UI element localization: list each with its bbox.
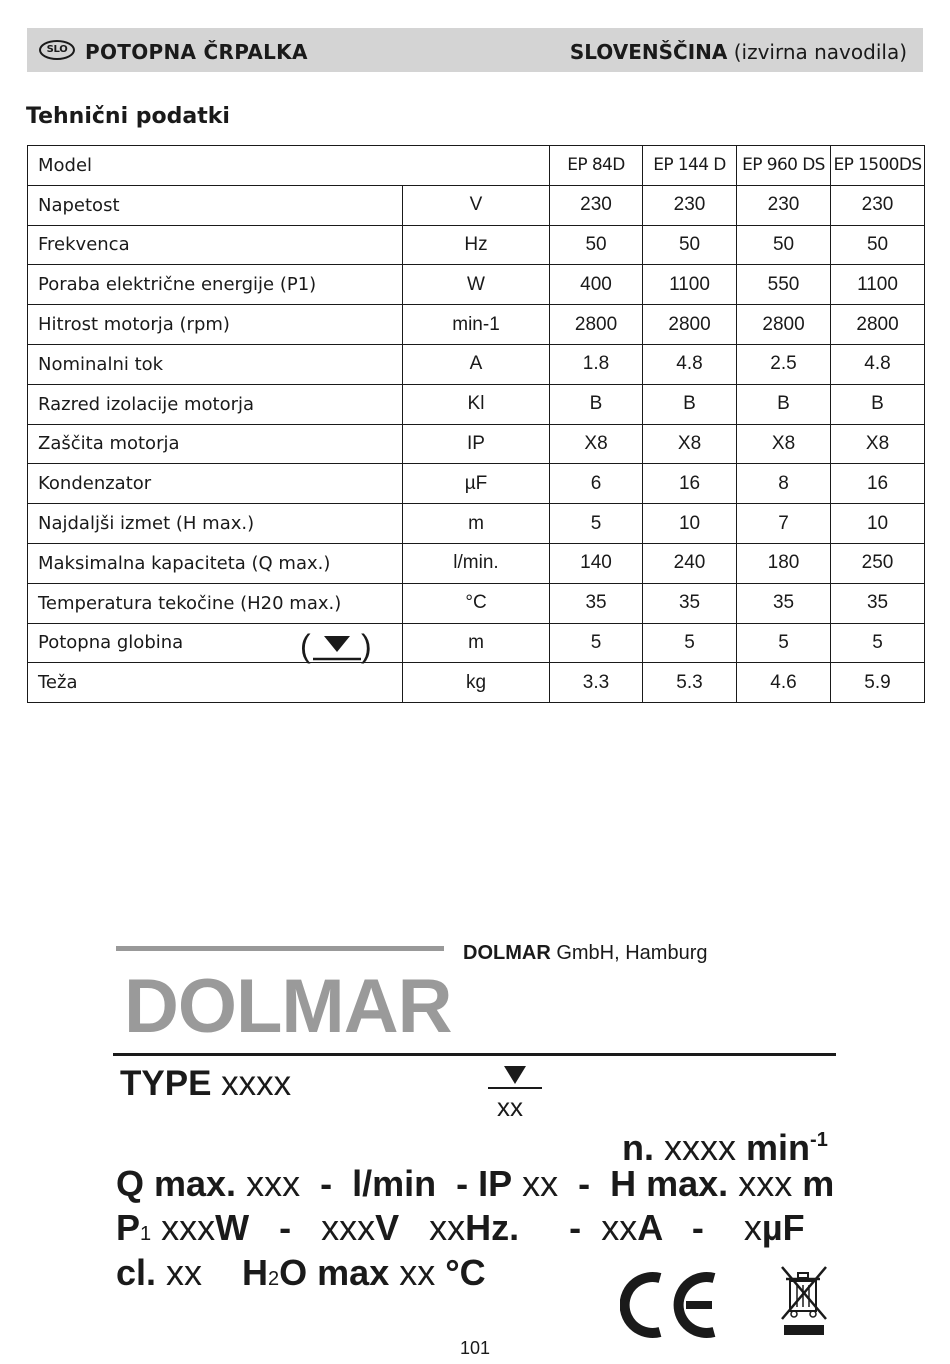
class-temp-line bbox=[116, 1252, 486, 1300]
row-value: 230 bbox=[643, 185, 737, 225]
row-label: Frekvenca bbox=[28, 225, 403, 265]
row-value: 1100 bbox=[831, 265, 925, 305]
row-label: Potopna globina bbox=[28, 623, 403, 663]
rpm-unit: min bbox=[746, 1127, 811, 1168]
rpm-value: xxxx bbox=[654, 1127, 747, 1168]
svg-text:): ) bbox=[361, 628, 372, 664]
table-row bbox=[28, 225, 925, 265]
spec-label: Hz. bbox=[465, 1207, 520, 1248]
row-unit: m bbox=[403, 504, 550, 544]
row-value: 10 bbox=[831, 504, 925, 544]
table-row bbox=[28, 344, 925, 384]
language-label bbox=[570, 40, 907, 64]
row-value: 35 bbox=[737, 583, 831, 623]
row-unit: V bbox=[403, 185, 550, 225]
power-line bbox=[116, 1207, 805, 1255]
row-value: 5 bbox=[831, 623, 925, 663]
flow-line bbox=[116, 1163, 834, 1205]
submersion-depth-icon bbox=[300, 628, 372, 664]
table-row bbox=[28, 185, 925, 225]
row-value: 1100 bbox=[643, 265, 737, 305]
weee-bin-icon bbox=[776, 1263, 832, 1339]
spec-placeholder: xx bbox=[399, 1207, 466, 1248]
row-label: Zaščita motorja bbox=[28, 424, 403, 464]
spec-placeholder: xx bbox=[156, 1252, 243, 1293]
row-value: B bbox=[643, 384, 737, 424]
table-row bbox=[28, 504, 925, 544]
row-value: 2800 bbox=[550, 305, 643, 345]
row-value: 50 bbox=[737, 225, 831, 265]
row-value: 50 bbox=[831, 225, 925, 265]
row-value: 2.5 bbox=[737, 344, 831, 384]
rpm-label: n. bbox=[622, 1127, 654, 1168]
table-row bbox=[28, 305, 925, 345]
spec-label: H max. bbox=[600, 1163, 729, 1204]
row-label: Napetost bbox=[28, 185, 403, 225]
row-label: Nominalni tok bbox=[28, 344, 403, 384]
type-value: xxxx bbox=[211, 1064, 292, 1103]
row-value: X8 bbox=[550, 424, 643, 464]
row-unit: m bbox=[403, 623, 550, 663]
depth-value: xx bbox=[497, 1092, 523, 1122]
row-value: 8 bbox=[737, 464, 831, 504]
row-value: 4.6 bbox=[737, 663, 831, 703]
row-value: 5 bbox=[737, 623, 831, 663]
nameplate-divider bbox=[113, 1053, 836, 1056]
row-value: 35 bbox=[643, 583, 737, 623]
language-note: (izvirna navodila) bbox=[727, 40, 907, 64]
spec-label: - bbox=[661, 1207, 744, 1248]
dolmar-logo: DOLMAR bbox=[124, 964, 452, 1049]
row-value: 5 bbox=[550, 623, 643, 663]
company-name bbox=[463, 942, 707, 965]
depth-triangle-icon bbox=[488, 1064, 544, 1090]
spec-label: - bbox=[519, 1207, 602, 1248]
spec-label: l/min bbox=[342, 1163, 447, 1204]
row-label: Teža bbox=[28, 663, 403, 703]
table-row bbox=[28, 543, 925, 583]
row-unit: kg bbox=[403, 663, 550, 703]
table-row bbox=[28, 623, 925, 663]
row-value: 240 bbox=[643, 543, 737, 583]
row-unit: W bbox=[403, 265, 550, 305]
row-value: 5.9 bbox=[831, 663, 925, 703]
spec-label: - bbox=[310, 1163, 343, 1204]
row-label: Kondenzator bbox=[28, 464, 403, 504]
subscript: 2 bbox=[268, 1268, 280, 1290]
row-value: 230 bbox=[831, 185, 925, 225]
row-label: Maksimalna kapaciteta (Q max.) bbox=[28, 543, 403, 583]
row-value: 250 bbox=[831, 543, 925, 583]
model-label: Model bbox=[28, 146, 550, 186]
row-value: 16 bbox=[831, 464, 925, 504]
row-unit: l/min. bbox=[403, 543, 550, 583]
section-heading: Tehnični podatki bbox=[26, 104, 230, 129]
spec-label: Q max. bbox=[116, 1163, 237, 1204]
svg-text:(: ( bbox=[300, 628, 311, 664]
row-value: 35 bbox=[831, 583, 925, 623]
row-value: 6 bbox=[550, 464, 643, 504]
document-title: POTOPNA ČRPALKA bbox=[85, 40, 308, 64]
row-unit: °C bbox=[403, 583, 550, 623]
spec-label: cl. bbox=[116, 1252, 157, 1293]
type-label: TYPE bbox=[120, 1064, 212, 1103]
row-value: 4.8 bbox=[643, 344, 737, 384]
row-value: 400 bbox=[550, 265, 643, 305]
spec-placeholder: xx bbox=[601, 1207, 638, 1248]
row-value: 10 bbox=[643, 504, 737, 544]
row-label: Najdaljši izmet (H max.) bbox=[28, 504, 403, 544]
rpm-line bbox=[622, 1119, 828, 1169]
spec-label: H bbox=[242, 1252, 269, 1293]
row-unit: Hz bbox=[403, 225, 550, 265]
row-unit: IP bbox=[403, 424, 550, 464]
row-value: 550 bbox=[737, 265, 831, 305]
row-value: 140 bbox=[550, 543, 643, 583]
row-value: B bbox=[831, 384, 925, 424]
spec-label: V bbox=[375, 1207, 400, 1248]
row-value: B bbox=[737, 384, 831, 424]
spec-placeholder: xxx bbox=[728, 1163, 803, 1204]
company-location: GmbH, Hamburg bbox=[550, 942, 708, 964]
spec-label: - bbox=[249, 1207, 322, 1248]
table-row bbox=[28, 265, 925, 305]
spec-label: - bbox=[568, 1163, 601, 1204]
table-row bbox=[28, 384, 925, 424]
row-value: 50 bbox=[643, 225, 737, 265]
model-header: EP 144 D bbox=[643, 146, 737, 186]
row-value: X8 bbox=[737, 424, 831, 464]
row-value: 5 bbox=[643, 623, 737, 663]
row-value: 2800 bbox=[831, 305, 925, 345]
row-unit: µF bbox=[403, 464, 550, 504]
spec-label: - IP bbox=[446, 1163, 513, 1204]
row-value: 3.3 bbox=[550, 663, 643, 703]
row-label: Razred izolacije motorja bbox=[28, 384, 403, 424]
header-band bbox=[27, 28, 923, 72]
spec-placeholder: xx bbox=[389, 1252, 446, 1293]
row-value: 2800 bbox=[737, 305, 831, 345]
table-row bbox=[28, 464, 925, 504]
spec-label: µF bbox=[761, 1207, 805, 1248]
nameplate-top-line bbox=[116, 946, 444, 951]
subscript: 1 bbox=[140, 1223, 152, 1245]
table-header-row bbox=[28, 146, 925, 186]
rpm-exponent: -1 bbox=[810, 1129, 828, 1151]
spec-table bbox=[27, 145, 925, 703]
row-value: 5.3 bbox=[643, 663, 737, 703]
model-header: EP 84D bbox=[550, 146, 643, 186]
spec-placeholder: xx bbox=[512, 1163, 569, 1204]
spec-label: A bbox=[637, 1207, 662, 1248]
spec-placeholder: xxx bbox=[236, 1163, 311, 1204]
row-value: X8 bbox=[643, 424, 737, 464]
row-value: 2800 bbox=[643, 305, 737, 345]
row-value: 180 bbox=[737, 543, 831, 583]
type-line bbox=[120, 1064, 291, 1104]
row-value: 5 bbox=[550, 504, 643, 544]
row-value: 1.8 bbox=[550, 344, 643, 384]
table-row bbox=[28, 424, 925, 464]
ce-mark-icon bbox=[620, 1270, 720, 1340]
row-value: 16 bbox=[643, 464, 737, 504]
row-value: 35 bbox=[550, 583, 643, 623]
spec-placeholder: x bbox=[743, 1207, 762, 1248]
model-header: EP 1500DS bbox=[831, 146, 925, 186]
row-label: Poraba električne energije (P1) bbox=[28, 265, 403, 305]
row-label: Hitrost motorja (rpm) bbox=[28, 305, 403, 345]
table-row bbox=[28, 583, 925, 623]
row-unit: min-1 bbox=[403, 305, 550, 345]
row-unit: Kl bbox=[403, 384, 550, 424]
spec-label: °C bbox=[445, 1252, 486, 1293]
spec-placeholder: xxx bbox=[321, 1207, 376, 1248]
company-brand: DOLMAR bbox=[463, 942, 551, 964]
spec-label: O max bbox=[279, 1252, 390, 1293]
row-value: X8 bbox=[831, 424, 925, 464]
row-value: 50 bbox=[550, 225, 643, 265]
language-badge: SLO bbox=[39, 40, 75, 60]
row-value: 230 bbox=[737, 185, 831, 225]
row-unit: A bbox=[403, 344, 550, 384]
language-name: SLOVENŠČINA bbox=[569, 40, 728, 64]
spec-label: W bbox=[215, 1207, 250, 1248]
spec-label: P bbox=[116, 1207, 141, 1248]
page-number: 101 bbox=[460, 1338, 491, 1358]
row-value: 7 bbox=[737, 504, 831, 544]
row-label: Temperatura tekočine (H20 max.) bbox=[28, 583, 403, 623]
spec-placeholder: xxx bbox=[151, 1207, 216, 1248]
spec-label: m bbox=[802, 1163, 835, 1204]
row-value: B bbox=[550, 384, 643, 424]
table-row bbox=[28, 663, 925, 703]
row-value: 230 bbox=[550, 185, 643, 225]
model-header: EP 960 DS bbox=[737, 146, 831, 186]
row-value: 4.8 bbox=[831, 344, 925, 384]
